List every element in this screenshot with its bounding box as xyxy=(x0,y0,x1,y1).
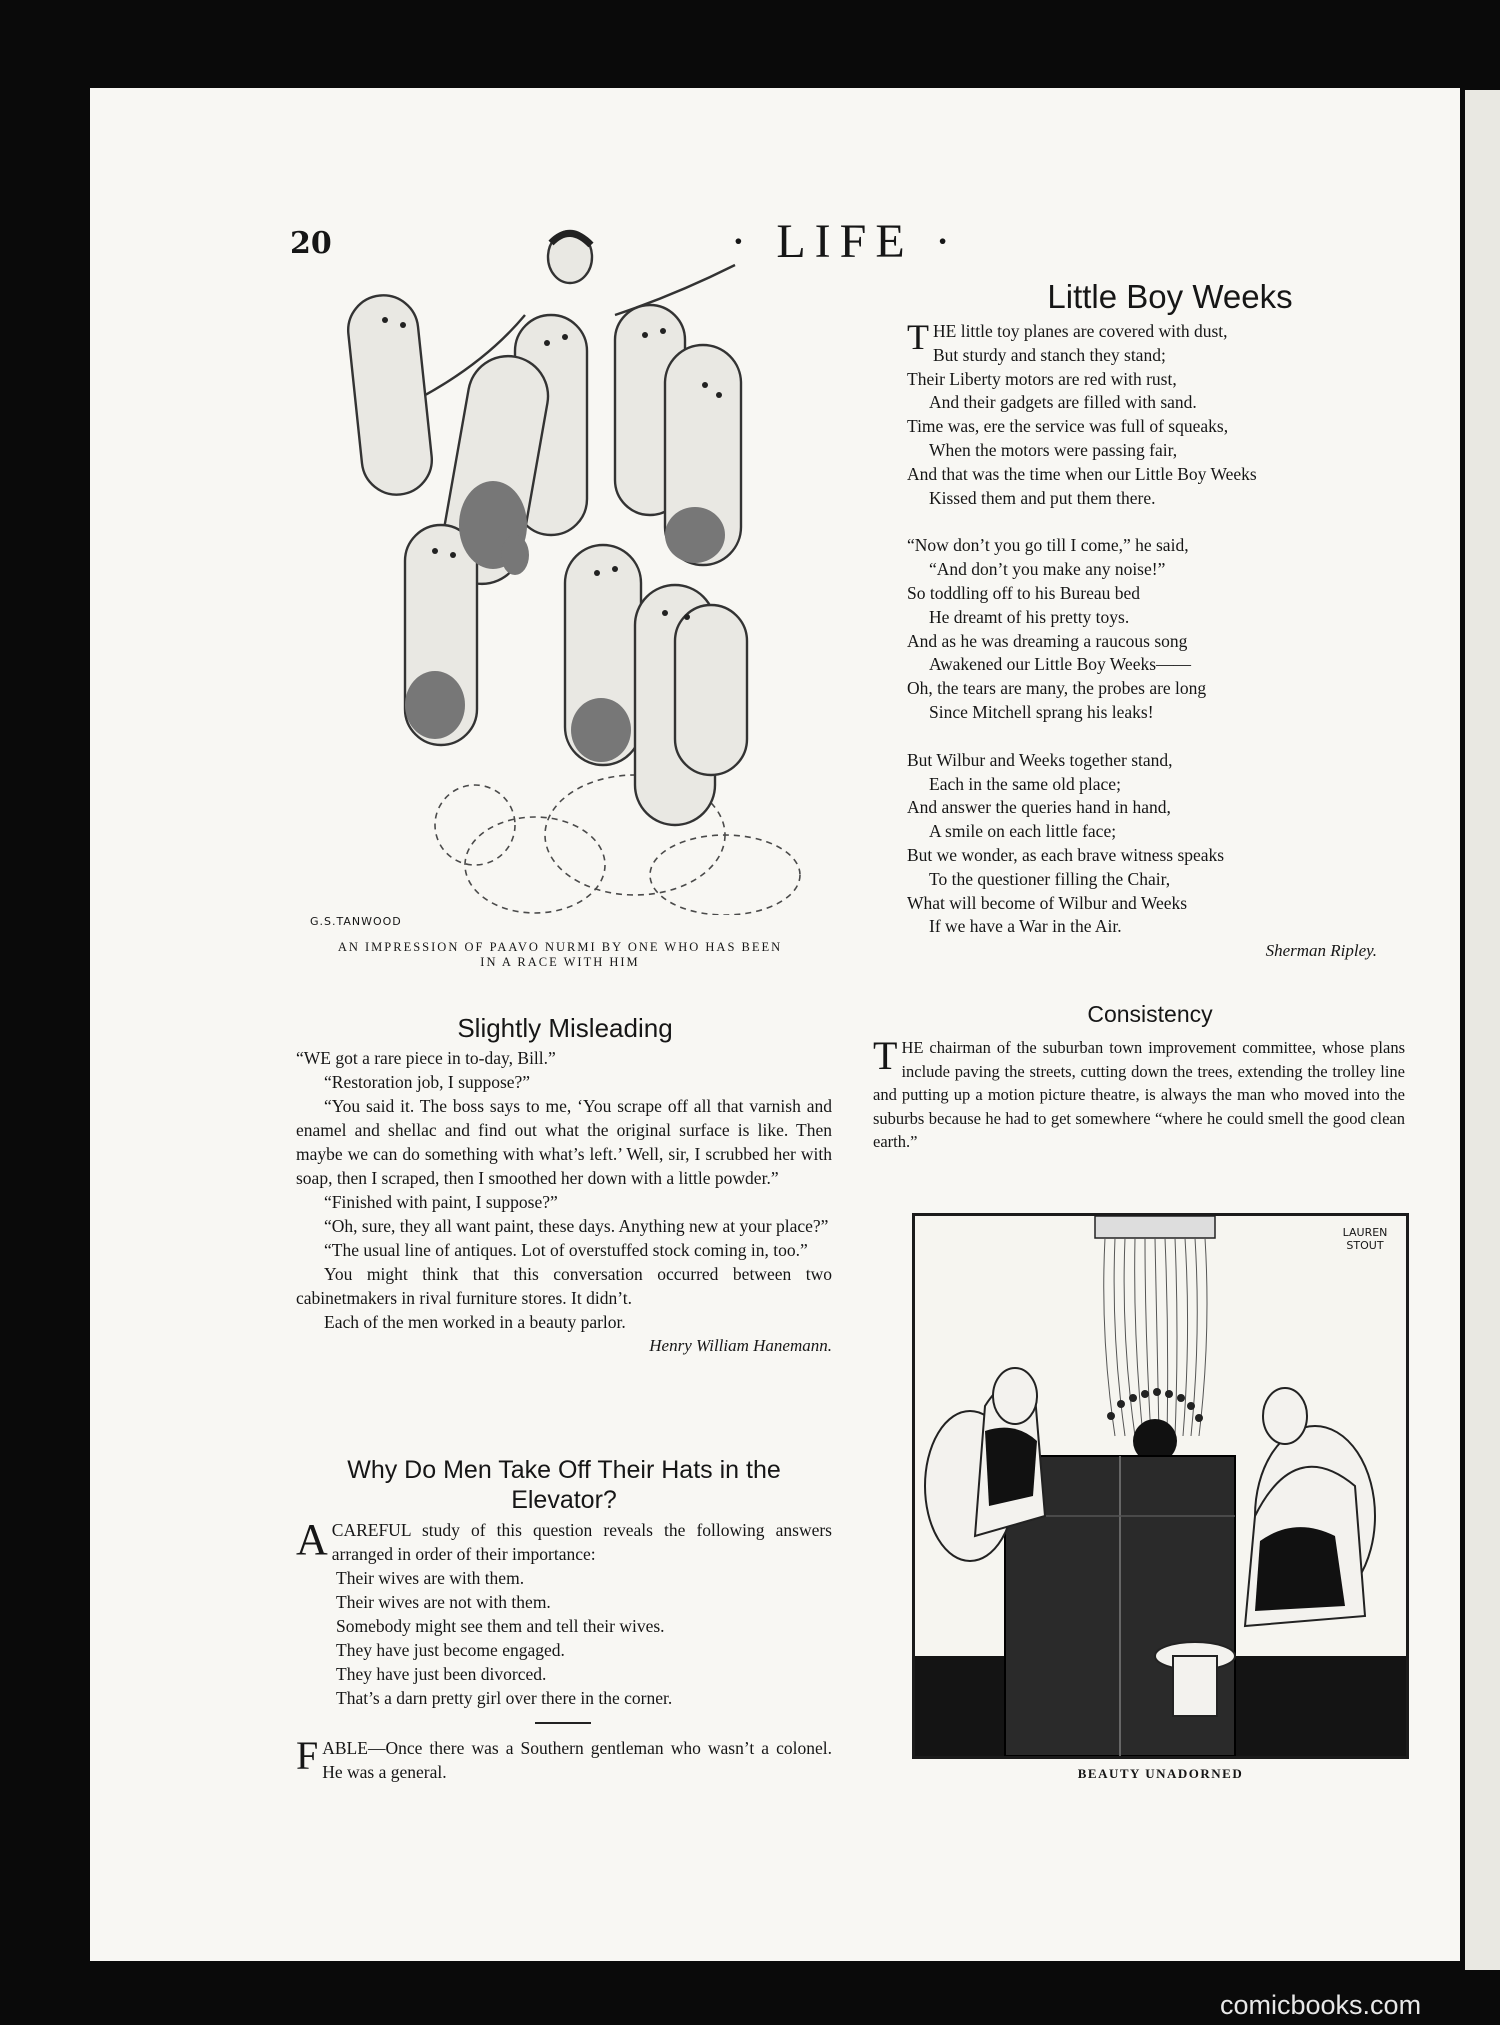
poem-line: “And don’t you make any noise!” xyxy=(929,559,1166,580)
fable-text: ABLE—Once there was a Southern gentleman who wasn’t a colonel. He was a general. xyxy=(322,1738,832,1782)
caption-line-1: AN IMPRESSION OF PAAVO NURMI BY ONE WHO HAS BEEN xyxy=(337,940,783,954)
poem-line: So toddling off to his Bureau bed xyxy=(907,582,1140,603)
cartoon-caption-top xyxy=(280,940,840,970)
poem-line: But we wonder, as each brave witness speaks xyxy=(907,844,1225,865)
poem-line: And answer the queries hand in hand, xyxy=(907,797,1171,818)
list-item: Their wives are not with them. xyxy=(336,1592,551,1612)
poem-line: Awakened our Little Boy Weeks—— xyxy=(929,654,1192,675)
poem-line: Since Mitchell sprang his leaks! xyxy=(929,701,1154,722)
hats-intro: CAREFUL study of this question reveals the following answers arranged in order of their importance: xyxy=(331,1520,832,1564)
paragraph: “You said it. The boss says to me, ‘You scrape off all that varnish and enamel and shellac and find out what the original surface is like. Then maybe we can do something with what’s left.’ Well, sir, I scrubbed her with soap, then I scraped, then I smoothed her down with a little powder.” xyxy=(296,1096,832,1188)
paragraph: “Oh, sure, they all want paint, these days. Anything new at your place?” xyxy=(324,1216,829,1236)
paragraph: “Restoration job, I suppose?” xyxy=(324,1072,531,1092)
consistency-text: HE chairman of the suburban town improvement committee, whose plans include paving the streets, cutting down the trees, extending the trolley line and putting up a motion picture theatre, is always the man who moved into the suburbs because he had to get somewhere “where he could smell the good clean earth.” xyxy=(873,1038,1405,1151)
poem-line: Their Liberty motors are red with rust, xyxy=(907,368,1177,389)
poem-line: When the motors were passing fair, xyxy=(929,439,1178,460)
poem-line: If we have a War in the Air. xyxy=(929,916,1122,937)
consistency-title: Consistency xyxy=(1087,1001,1213,1027)
list-item: Somebody might see them and tell their wives. xyxy=(336,1616,665,1636)
misleading-author: Henry William Hanemann. xyxy=(649,1336,832,1355)
divider xyxy=(535,1722,591,1724)
beauty-cartoon-drawing xyxy=(915,1216,1406,1756)
poem-line: A smile on each little face; xyxy=(929,821,1117,842)
consistency-body xyxy=(873,1033,1405,1154)
cartoon-caption-bottom: BEAUTY UNADORNED xyxy=(1077,1766,1244,1781)
dropcap: A xyxy=(296,1515,328,1564)
hats-body xyxy=(296,1515,832,1710)
list-item: They have just been divorced. xyxy=(336,1664,547,1684)
poem-body xyxy=(907,317,1377,963)
poem-line: What will become of Wilbur and Weeks xyxy=(907,892,1188,913)
beauty-cartoon xyxy=(912,1213,1409,1759)
dropcap: F xyxy=(296,1733,319,1778)
poem-line: “Now don’t you go till I come,” he said, xyxy=(907,535,1189,556)
artist-signature-top: G.S.TANWOOD xyxy=(310,915,402,928)
paragraph: Each of the men worked in a beauty parlor. xyxy=(324,1312,626,1332)
poem-line: Kissed them and put them there. xyxy=(929,487,1156,508)
poem-line: And that was the time when our Little Boy Weeks xyxy=(907,463,1257,484)
poem-line: And as he was dreaming a raucous song xyxy=(907,630,1188,651)
misleading-title: Slightly Misleading xyxy=(457,1013,673,1043)
poem-title: Little Boy Weeks xyxy=(1047,278,1293,315)
caption-line-2: IN A RACE WITH HIM xyxy=(480,955,640,969)
poem-stanza xyxy=(907,534,1377,724)
list-item: Their wives are with them. xyxy=(336,1568,525,1588)
poem-line: Oh, the tears are many, the probes are long xyxy=(907,678,1207,699)
poem-line: He dreamt of his pretty toys. xyxy=(929,606,1130,627)
poem-stanza xyxy=(907,317,1377,510)
paragraph: “Finished with paint, I suppose?” xyxy=(324,1192,558,1212)
hats-title xyxy=(296,1455,832,1515)
poem-line: To the questioner filling the Chair, xyxy=(929,868,1171,889)
poem-line: HE little toy planes are covered with dust, xyxy=(933,321,1228,341)
poem-line: But Wilbur and Weeks together stand, xyxy=(907,749,1173,770)
poem-line: Each in the same old place; xyxy=(929,773,1121,794)
poem-stanza xyxy=(907,749,1377,939)
dropcap: T xyxy=(873,1033,898,1078)
masthead-title: · LIFE · xyxy=(730,215,960,268)
misleading-body xyxy=(296,1046,832,1358)
list-item: They have just become engaged. xyxy=(336,1640,565,1660)
fable xyxy=(296,1733,832,1784)
artist-signature-bottom: LAUREN STOUT xyxy=(1342,1226,1388,1252)
hats-title-line-2: Elevator? xyxy=(511,1486,617,1514)
page-number: 20 xyxy=(290,226,332,261)
paragraph: “The usual line of antiques. Lot of overstuffed stock coming in, too.” xyxy=(324,1240,808,1260)
dropcap: T xyxy=(907,317,929,357)
watermark: comicbooks.com xyxy=(1220,1990,1422,2020)
poem-author: Sherman Ripley. xyxy=(1265,941,1377,961)
paragraph: You might think that this conversation occurred between two cabinetmakers in rival furniture stores. It didn’t. xyxy=(296,1264,832,1308)
poem-line: And their gadgets are filled with sand. xyxy=(929,392,1197,413)
nurmi-cartoon xyxy=(315,225,855,915)
poem-line: Time was, ere the service was full of squeaks, xyxy=(907,416,1229,437)
paragraph: “WE got a rare piece in to-day, Bill.” xyxy=(296,1048,556,1068)
facing-page-edge xyxy=(1465,90,1500,1970)
list-item: That’s a darn pretty girl over there in the corner. xyxy=(336,1688,673,1708)
poem-line: But sturdy and stanch they stand; xyxy=(933,344,1166,365)
hats-title-line-1: Why Do Men Take Off Their Hats in the xyxy=(347,1456,781,1484)
